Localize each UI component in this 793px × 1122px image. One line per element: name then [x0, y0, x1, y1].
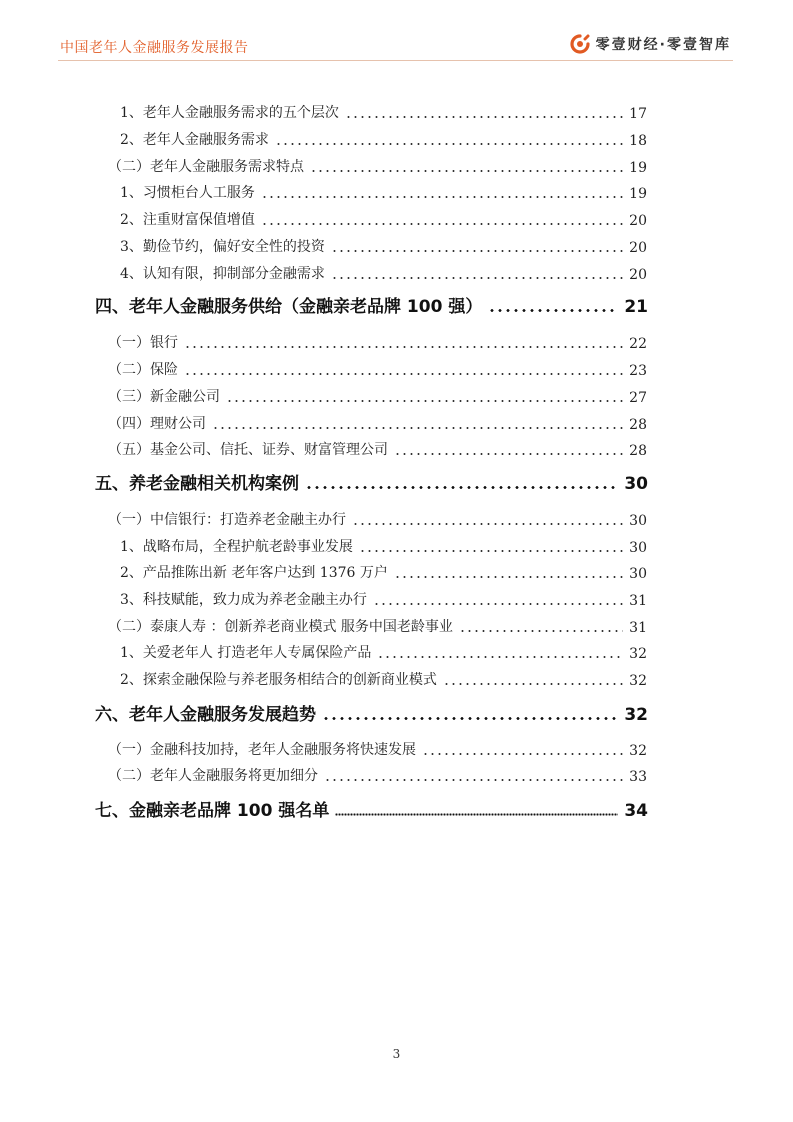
brand-mark-icon — [570, 34, 590, 54]
toc-entry-label: （二）老年人金融服务需求特点 — [108, 159, 304, 175]
toc-entry-page: 27 — [629, 390, 647, 406]
toc-entry-label: 3、科技赋能，致力成为养老金融主办行 — [120, 592, 367, 608]
toc-entry[interactable] — [120, 209, 647, 229]
toc-entry-label: （三）新金融公司 — [108, 389, 220, 405]
toc-leader-dots — [373, 603, 623, 605]
toc-chapter-label: 五、养老金融相关机构案例 — [95, 474, 299, 494]
toc-leader-dots — [422, 753, 623, 755]
toc-entry[interactable] — [108, 359, 647, 379]
toc-leader-dots — [324, 779, 623, 781]
toc-entry-page: 32 — [629, 646, 647, 662]
toc-entry-page: 28 — [629, 417, 647, 433]
toc-leader-dots — [345, 116, 623, 118]
toc-leader-dots — [443, 683, 623, 685]
toc-leader-dots — [261, 223, 623, 225]
toc-entry[interactable] — [108, 386, 647, 406]
toc-entry-page: 30 — [629, 566, 647, 582]
toc-entry[interactable] — [120, 129, 647, 149]
toc-chapter-page: 30 — [624, 474, 648, 494]
toc-entry[interactable] — [108, 509, 647, 529]
toc-entry-page: 32 — [629, 743, 647, 759]
toc-entry-page: 19 — [629, 160, 647, 176]
toc-chapter-page: 34 — [624, 801, 648, 821]
toc-leader-dots — [377, 656, 623, 658]
toc-leader-dots — [322, 717, 618, 720]
toc-entry[interactable] — [120, 589, 647, 609]
toc-entry-page: 31 — [629, 593, 647, 609]
toc-entry-label: 1、老年人金融服务需求的五个层次 — [120, 105, 339, 121]
page-number: 3 — [392, 1047, 401, 1061]
toc-chapter-entry[interactable] — [95, 292, 648, 317]
toc-entry-label: 1、关爱老年人 打造老年人专属保险产品 — [120, 645, 372, 661]
toc-chapter-label: 六、老年人金融服务发展趋势 — [95, 705, 316, 725]
toc-leader-dots — [184, 373, 623, 375]
toc-entry[interactable] — [120, 669, 647, 689]
toc-entry-label: （二）保险 — [108, 362, 178, 378]
toc-chapter-entry[interactable] — [95, 796, 648, 821]
toc-entry-label: （二）老年人金融服务将更加细分 — [108, 768, 318, 784]
toc-leader-dots — [394, 453, 623, 455]
toc-entry-page: 33 — [629, 769, 647, 785]
report-header-title: 中国老年人金融服务发展报告 — [60, 40, 249, 56]
toc-chapter-page: 21 — [624, 297, 648, 317]
toc-entry[interactable] — [108, 332, 647, 352]
toc-entry-label: 2、注重财富保值增值 — [120, 212, 255, 228]
toc-entry[interactable] — [120, 182, 647, 202]
toc-chapter-label: 七、金融亲老品牌 100 强名单 — [95, 801, 330, 821]
toc-entry-page: 18 — [629, 133, 647, 149]
toc-entry[interactable] — [108, 739, 647, 759]
toc-leader-dots — [261, 196, 623, 198]
toc-entry-page: 32 — [629, 673, 647, 689]
toc-entry[interactable] — [120, 642, 647, 662]
toc-entry-page: 20 — [629, 267, 647, 283]
toc-leader-dots — [310, 170, 623, 172]
toc-entry[interactable] — [108, 616, 647, 636]
toc-entry-label: （一）银行 — [108, 335, 178, 351]
toc-entry-label: 2、老年人金融服务需求 — [120, 132, 269, 148]
toc-entry-label: 2、产品推陈出新 老年客户达到 1376 万户 — [120, 565, 388, 581]
toc-entry[interactable] — [108, 413, 647, 433]
toc-entry-page: 30 — [629, 513, 647, 529]
toc-chapter-entry[interactable] — [95, 469, 648, 494]
toc-entry[interactable] — [120, 236, 647, 256]
toc-entry[interactable] — [108, 765, 647, 785]
toc-leader-dots — [184, 346, 623, 348]
brand-name: 零壹财经·零壹智库 — [595, 37, 731, 53]
toc-entry-label: 3、勤俭节约，偏好安全性的投资 — [120, 239, 325, 255]
toc-leader-dots — [352, 523, 623, 525]
toc-entry-page: 23 — [629, 363, 647, 379]
toc-leader-dots — [488, 309, 618, 312]
toc-entry[interactable] — [108, 156, 647, 176]
toc-leader-dots — [394, 576, 623, 578]
toc-entry-page: 28 — [629, 443, 647, 459]
toc-leader-dots — [459, 630, 623, 632]
toc-chapter-page: 32 — [624, 705, 648, 725]
toc-entry[interactable] — [120, 562, 647, 582]
toc-entry[interactable] — [120, 536, 647, 556]
toc-chapter-entry[interactable] — [95, 700, 648, 725]
toc-entry-label: 2、探索金融保险与养老服务相结合的创新商业模式 — [120, 672, 437, 688]
toc-leader-dots — [212, 427, 623, 429]
brand-logo — [570, 33, 731, 55]
toc-entry-page: 20 — [629, 240, 647, 256]
toc-entry-page: 31 — [629, 620, 647, 636]
toc-leader-dots — [359, 550, 623, 552]
toc-entry-label: （五）基金公司、信托、证券、财富管理公司 — [108, 442, 388, 458]
toc-leader-dots — [331, 250, 623, 252]
toc-leader-dots — [275, 143, 623, 145]
toc-entry-page: 19 — [629, 186, 647, 202]
toc-entry-label: （四）理财公司 — [108, 416, 206, 432]
toc-entry-label: 4、认知有限，抑制部分金融需求 — [120, 266, 325, 282]
toc-leader-dots — [335, 813, 618, 816]
toc-entry-label: 1、习惯柜台人工服务 — [120, 185, 255, 201]
toc-entry-label: （一）金融科技加持，老年人金融服务将快速发展 — [108, 742, 416, 758]
toc-entry[interactable] — [108, 439, 647, 459]
toc-entry-label: （一）中信银行：打造养老金融主办行 — [108, 512, 346, 528]
toc-entry-page: 22 — [629, 336, 647, 352]
toc-entry-page: 20 — [629, 213, 647, 229]
toc-entry-label: （二）泰康人寿 ：创新养老商业模式 服务中国老龄事业 — [108, 619, 453, 635]
toc-leader-dots — [226, 400, 623, 402]
toc-entry-label: 1、战略布局，全程护航老龄事业发展 — [120, 539, 353, 555]
toc-chapter-label: 四、老年人金融服务供给（金融亲老品牌 100 强） — [95, 297, 483, 317]
toc-leader-dots — [331, 277, 623, 279]
toc-entry-page: 17 — [629, 106, 647, 122]
toc-entry[interactable] — [120, 263, 647, 283]
toc-leader-dots — [305, 486, 618, 489]
header-divider — [58, 60, 733, 61]
toc-entry-page: 30 — [629, 540, 647, 556]
toc-entry[interactable] — [120, 102, 647, 122]
